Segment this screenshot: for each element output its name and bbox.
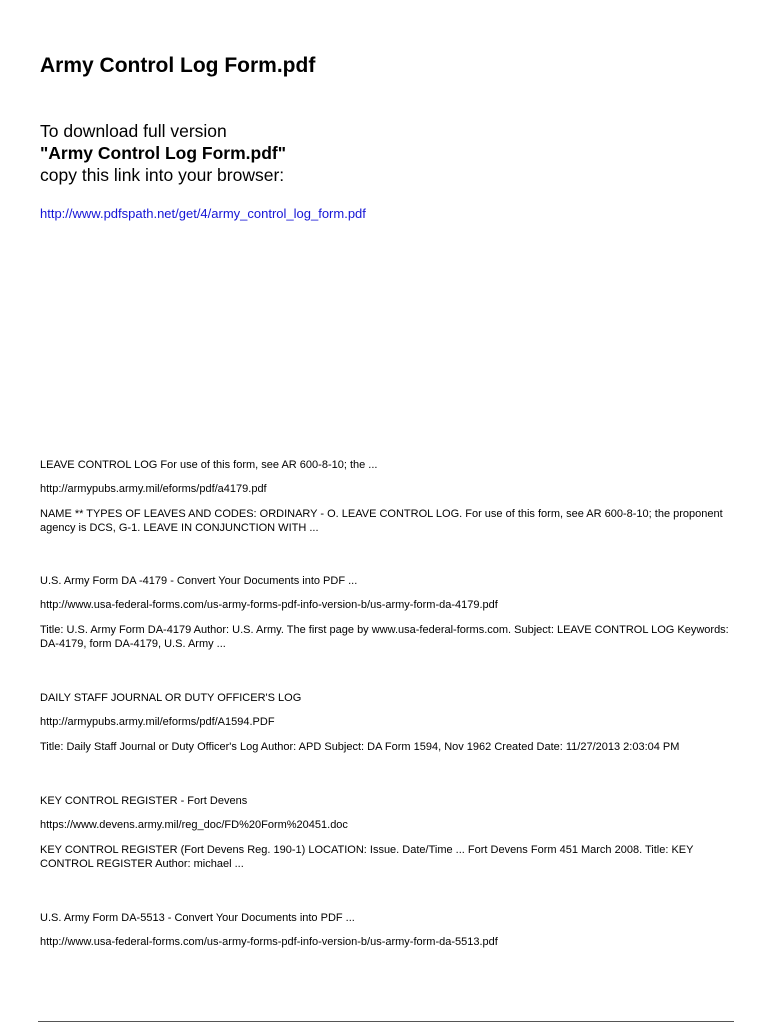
- download-filename: "Army Control Log Form.pdf": [40, 143, 287, 163]
- download-line-3: copy this link into your browser:: [40, 165, 285, 185]
- result-url[interactable]: https://www.devens.army.mil/reg_doc/FD%20Form%20451.doc: [40, 819, 348, 831]
- result-description: Title: U.S. Army Form DA-4179 Author: U.S. Army. The first page by www.usa-federal-forms.com. Subject: LEAVE CONTROL LOG Keywords: DA-4179, form DA-4179, U.S. Army ...: [40, 624, 729, 650]
- result-item: [40, 794, 740, 871]
- result-title: LEAVE CONTROL LOG For use of this form, see AR 600-8-10; the ...: [40, 459, 378, 471]
- result-title: U.S. Army Form DA -4179 - Convert Your Documents into PDF ...: [40, 575, 358, 587]
- result-title: U.S. Army Form DA-5513 - Convert Your Documents into PDF ...: [40, 912, 355, 924]
- result-item: [40, 691, 740, 754]
- footer-divider: [38, 1021, 734, 1022]
- result-description: Title: Daily Staff Journal or Duty Officer's Log Author: APD Subject: DA Form 1594, Nov 1962 Created Date: 11/27/2013 2:03:04 PM: [40, 741, 680, 753]
- result-item: [40, 458, 740, 535]
- result-url[interactable]: http://armypubs.army.mil/eforms/pdf/A1594.PDF: [40, 716, 275, 728]
- result-item: [40, 911, 740, 949]
- result-url[interactable]: http://www.usa-federal-forms.com/us-army-forms-pdf-info-version-b/us-army-form-da-5513.pdf: [40, 936, 498, 948]
- result-url[interactable]: http://www.usa-federal-forms.com/us-army-forms-pdf-info-version-b/us-army-form-da-4179.pdf: [40, 599, 498, 611]
- page-title: Army Control Log Form.pdf: [40, 54, 316, 77]
- result-description: KEY CONTROL REGISTER (Fort Devens Reg. 190-1) LOCATION: Issue. Date/Time ... Fort Devens Form 451 March 2008. Title: KEY CONTROL REGISTER Author: michael ...: [40, 844, 694, 870]
- download-instructions: [40, 120, 286, 186]
- download-line-1: To download full version: [40, 121, 227, 141]
- result-item: [40, 574, 740, 651]
- result-url[interactable]: http://armypubs.army.mil/eforms/pdf/a4179.pdf: [40, 483, 267, 495]
- result-title: KEY CONTROL REGISTER - Fort Devens: [40, 795, 248, 807]
- download-link[interactable]: http://www.pdfspath.net/get/4/army_control_log_form.pdf: [40, 206, 366, 221]
- result-description: NAME ** TYPES OF LEAVES AND CODES: ORDINARY - O. LEAVE CONTROL LOG. For use of this form, see AR 600-8-10; the proponent agency is DCS, G-1. LEAVE IN CONJUNCTION WITH ...: [40, 508, 723, 534]
- result-title: DAILY STAFF JOURNAL OR DUTY OFFICER'S LOG: [40, 692, 302, 704]
